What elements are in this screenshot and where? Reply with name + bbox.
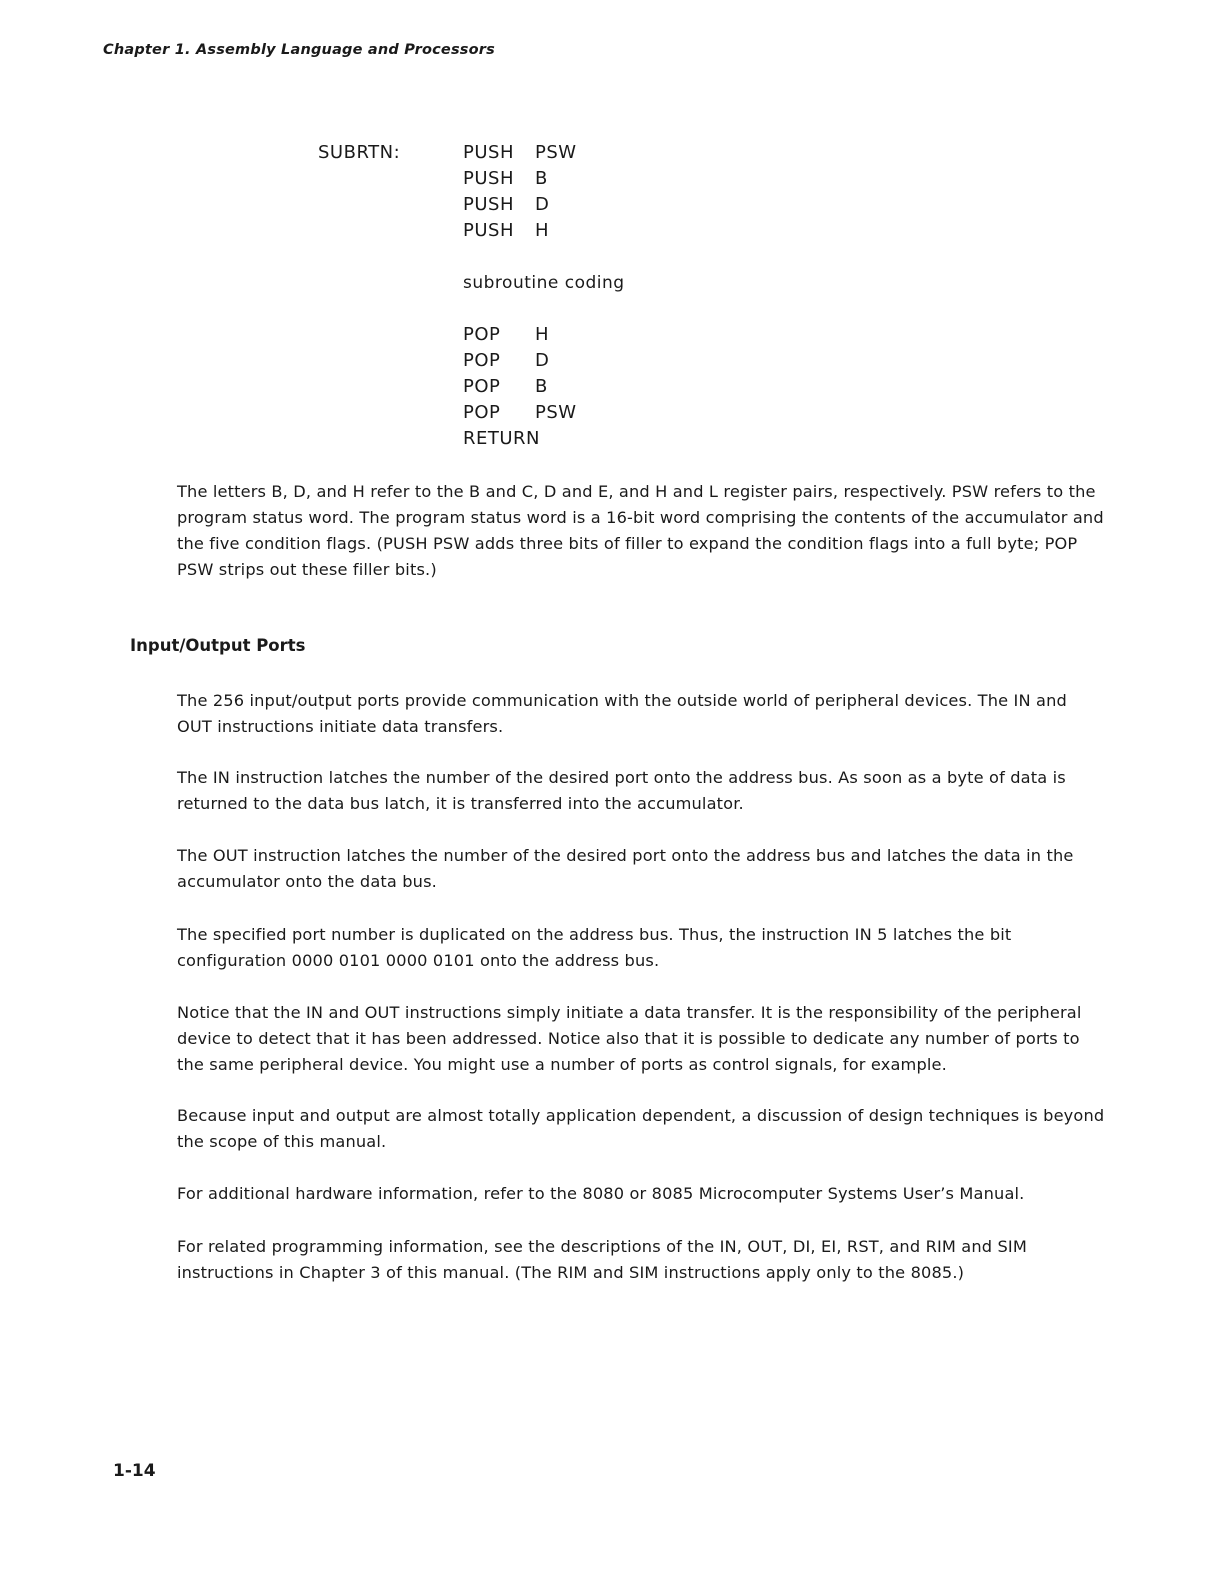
code-line (463, 218, 549, 244)
code-line (463, 374, 548, 400)
code-comment-text: subroutine coding (463, 273, 625, 293)
code-label: SUBRTN: (318, 142, 401, 163)
code-line (463, 322, 549, 348)
code-op: POP (463, 350, 501, 371)
code-line (463, 166, 548, 192)
body-paragraph: For additional hardware information, refer to the 8080 or 8085 Microcomputer Systems User’s Manual. (177, 1184, 1025, 1203)
section-heading: Input/Output Ports (130, 636, 306, 655)
code-arg: PSW (535, 142, 577, 163)
page-number: 1-14 (113, 1461, 156, 1481)
body-paragraph: Because input and output are almost totally application dependent, a discussion of design techniques is beyond the scope of this manual. (177, 1106, 1105, 1151)
code-op: PUSH (463, 168, 514, 189)
body-paragraph: The OUT instruction latches the number of the desired port onto the address bus and latches the data in the accumulator onto the data bus. (177, 846, 1074, 891)
register-pairs-paragraph: The letters B, D, and H refer to the B and C, D and E, and H and L register pairs, respectively. PSW refers to the program status word. The program status word is a 16-bit word comprising the contents of the accumulator and the five condition flags. (PUSH PSW adds three bits of filler to expand the condition flags into a full byte; POP PSW strips out these filler bits.) (177, 482, 1104, 579)
body-paragraph: Notice that the IN and OUT instructions simply initiate a data transfer. It is the responsibility of the peripheral device to detect that it has been addressed. Notice also that it is possible to dedicate any number of ports to the same peripheral device. You might use a number of ports as control signals, for example. (177, 1003, 1082, 1074)
code-line (463, 400, 577, 426)
code-line (463, 348, 549, 374)
body-paragraph: The specified port number is duplicated on the address bus. Thus, the instruction IN 5 latches the bit configuration 0000 0101 0000 0101 onto the address bus. (177, 925, 1012, 970)
code-op: POP (463, 376, 501, 397)
code-arg: H (535, 220, 550, 241)
code-op: PUSH (463, 220, 514, 241)
running-header: Chapter 1. Assembly Language and Processors (103, 42, 495, 58)
code-op: PUSH (463, 142, 514, 163)
code-comment (463, 270, 625, 296)
code-arg: B (535, 376, 548, 397)
code-op: POP (463, 324, 501, 345)
body-paragraph: The IN instruction latches the number of the desired port onto the address bus. As soon as a byte of data is returned to the data bus latch, it is transferred into the accumulator. (177, 768, 1066, 813)
code-line (463, 192, 549, 218)
code-arg: D (535, 350, 550, 371)
code-arg: PSW (535, 402, 577, 423)
body-paragraph: The 256 input/output ports provide communication with the outside world of peripheral devices. The IN and OUT instructions initiate data transfers. (177, 691, 1067, 736)
code-arg: B (535, 168, 548, 189)
code-op: POP (463, 402, 501, 423)
code-line (463, 426, 541, 452)
code-op: PUSH (463, 194, 514, 215)
code-arg: D (535, 194, 550, 215)
code-arg: H (535, 324, 550, 345)
code-line (463, 140, 577, 166)
code-op: RETURN (463, 428, 541, 449)
body-paragraph: For related programming information, see the descriptions of the IN, OUT, DI, EI, RST, and RIM and SIM instructions in Chapter 3 of this manual. (The RIM and SIM instructions apply only to the 8085.) (177, 1237, 1027, 1282)
